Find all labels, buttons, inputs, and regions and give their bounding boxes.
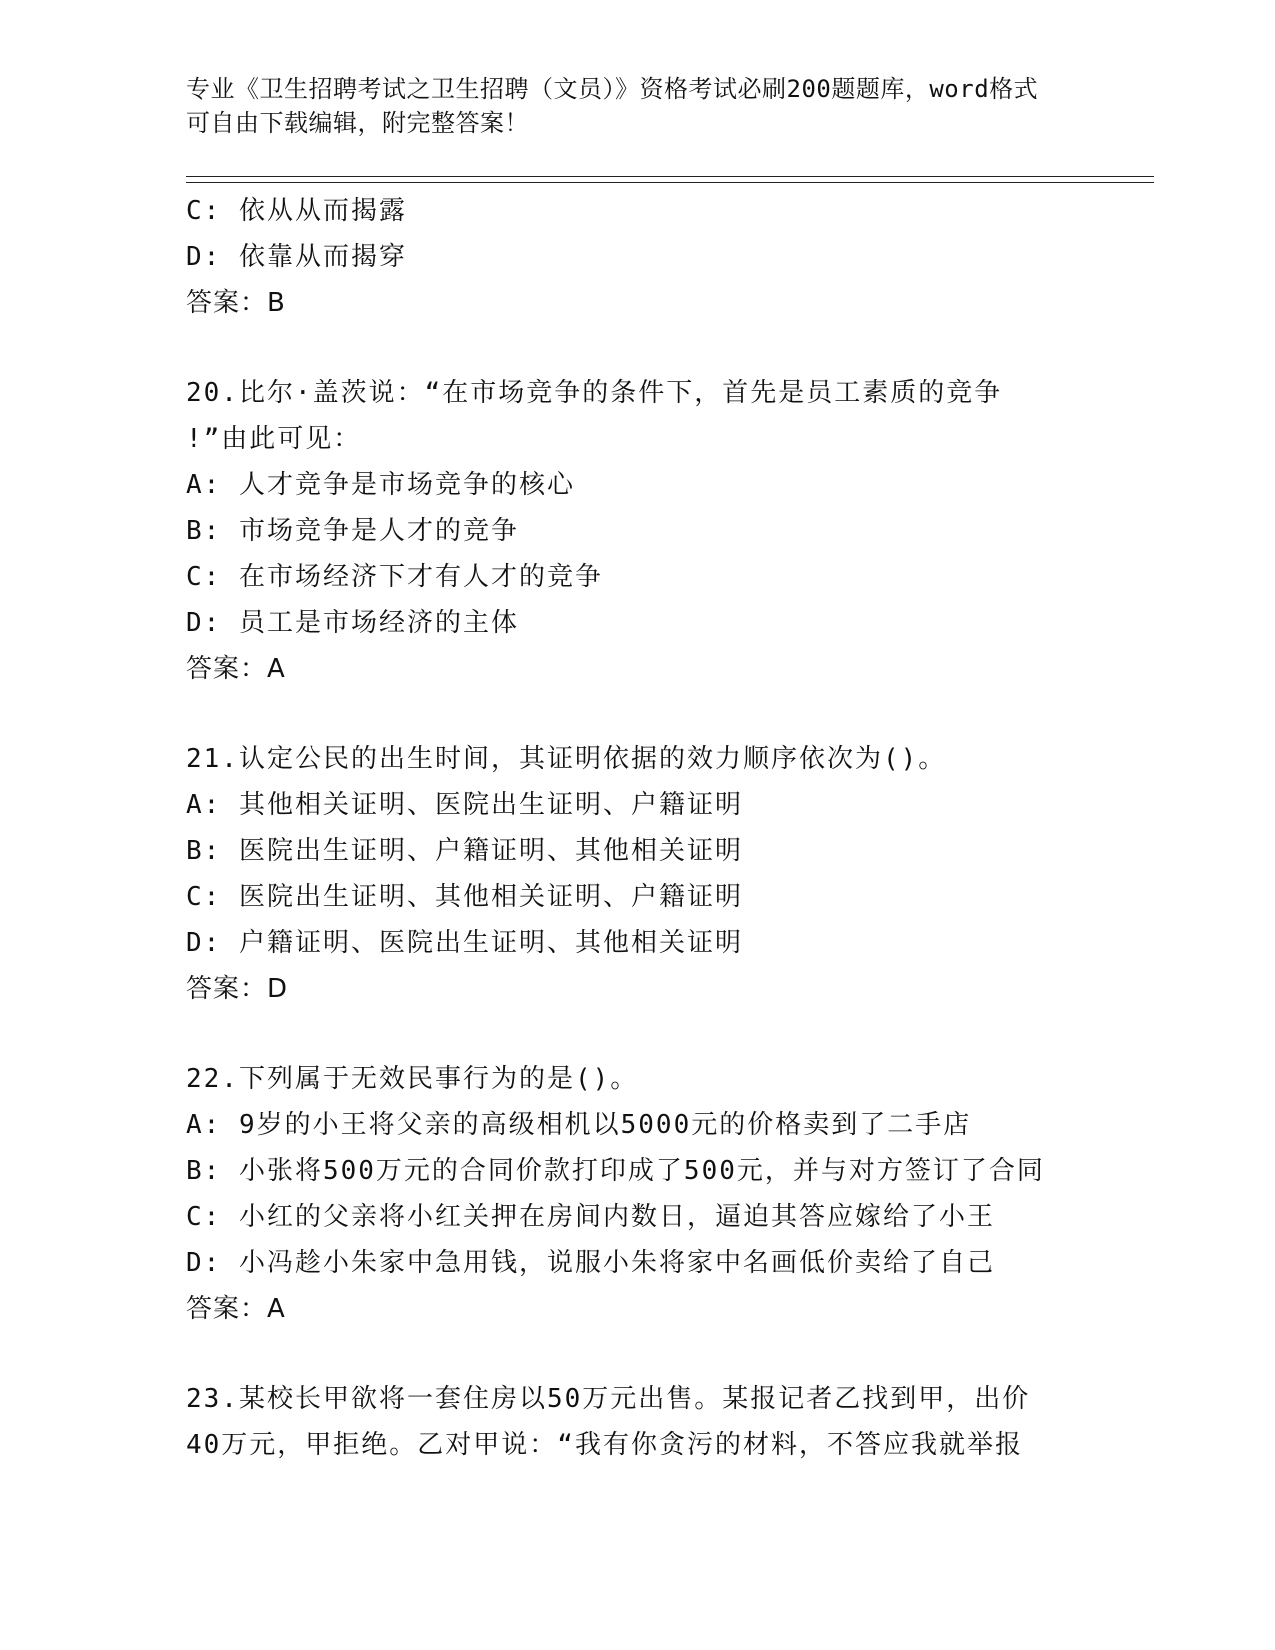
option-line: D: 依靠从而揭穿	[186, 242, 407, 272]
question-stem-line: 21.认定公民的出生时间，其证明依据的效力顺序依次为()。	[186, 744, 947, 774]
option-line: B: 市场竞争是人才的竞争	[186, 516, 519, 546]
spacer	[186, 326, 1086, 370]
question-stem-line: !”由此可见：	[186, 424, 362, 454]
answer-line: 答案：A	[186, 1294, 286, 1324]
question-stem-line: 23.某校长甲欲将一套住房以50万元出售。某报记者乙找到甲，出价	[186, 1384, 1031, 1414]
header-title-line-2: 可自由下载编辑，附完整答案！	[186, 109, 529, 137]
option-line: D: 小冯趁小朱家中急用钱，说服小朱将家中名画低价卖给了自己	[186, 1248, 995, 1278]
header-divider-top	[186, 176, 1154, 177]
spacer	[186, 692, 1086, 736]
option-line: B: 小张将500万元的合同价款打印成了500元，并与对方签订了合同	[186, 1156, 1045, 1186]
header-title-line-1: 专业《卫生招聘考试之卫生招聘（文员）》资格考试必刷200题题库，word格式	[186, 75, 1039, 103]
answer-line: 答案：A	[186, 654, 286, 684]
spacer	[186, 1012, 1086, 1056]
question-content	[186, 188, 1086, 1468]
question-stem-line: 20.比尔·盖茨说：“在市场竞争的条件下，首先是员工素质的竞争	[186, 378, 1003, 408]
option-line: D: 员工是市场经济的主体	[186, 608, 519, 638]
question-stem-line: 40万元，甲拒绝。乙对甲说：“我有你贪污的材料，不答应我就举报	[186, 1430, 1023, 1460]
header-divider-bottom	[186, 182, 1154, 183]
option-line: C: 小红的父亲将小红关押在房间内数日，逼迫其答应嫁给了小王	[186, 1202, 995, 1232]
option-line: C: 在市场经济下才有人才的竞争	[186, 562, 603, 592]
option-line: A: 9岁的小王将父亲的高级相机以5000元的价格卖到了二手店	[186, 1110, 972, 1140]
option-line: B: 医院出生证明、户籍证明、其他相关证明	[186, 836, 743, 866]
option-line: C: 依从从而揭露	[186, 196, 407, 226]
option-line: D: 户籍证明、医院出生证明、其他相关证明	[186, 928, 743, 958]
document-header	[186, 72, 1086, 140]
option-line: A: 人才竞争是市场竞争的核心	[186, 470, 575, 500]
option-line: C: 医院出生证明、其他相关证明、户籍证明	[186, 882, 743, 912]
answer-line: 答案：B	[186, 288, 286, 318]
question-stem-line: 22.下列属于无效民事行为的是()。	[186, 1064, 639, 1094]
option-line: A: 其他相关证明、医院出生证明、户籍证明	[186, 790, 743, 820]
answer-line: 答案：D	[186, 974, 289, 1004]
spacer	[186, 1332, 1086, 1376]
